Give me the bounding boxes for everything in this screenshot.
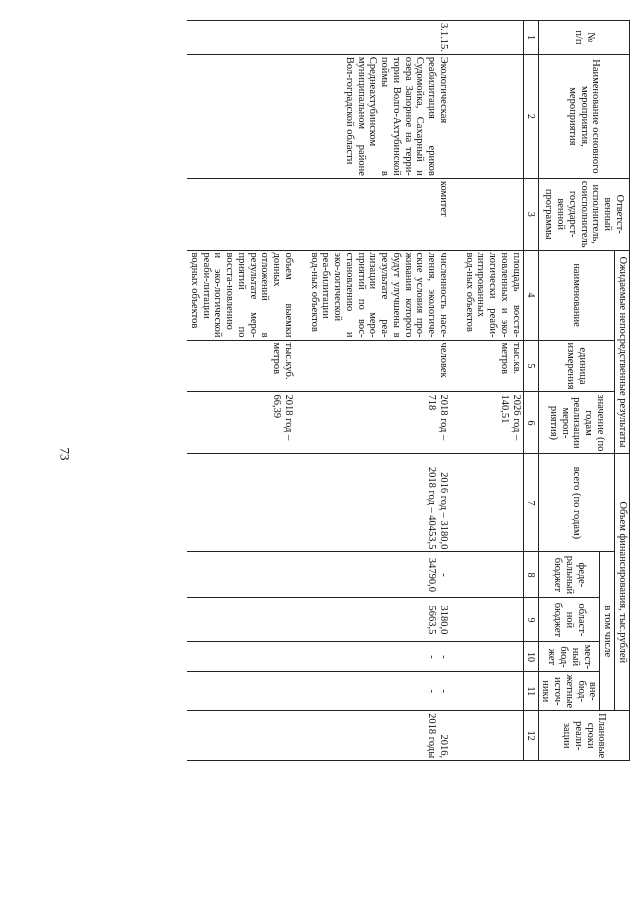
header-local: мест-ный бюд-жет bbox=[538, 642, 600, 672]
result-name-cell: площадь восста-новленных и эко-логически реаби-литированных вод-ных объектов bbox=[462, 250, 523, 340]
header-federal: феде-ральный бюджет bbox=[538, 552, 600, 598]
local-cell: - - bbox=[307, 642, 450, 672]
event-name-cell: Экологическая реабилитация ериков Судомойка, Сахарный и озера Запорное на терри-тории Волго-Ахтубинской поймы в Среднеахтубинском муниципальном районе Вол-гоградской области bbox=[307, 54, 450, 178]
header-unit: единица измерения bbox=[538, 340, 615, 392]
total-cell: 2016 год – 3180,0 2018 год – 40453,5 bbox=[307, 454, 450, 552]
col-num-9: 9 bbox=[523, 598, 538, 642]
result-name-cell: численность насе-ления, экологиче-ские условия про-живания которого будут улучшены в результате реа-лизации меро-приятий по вос-становлению и эко-логической реа-билитации вод-ных объектов bbox=[307, 250, 450, 340]
unit-cell: тыс.куб. метров bbox=[187, 340, 295, 392]
table-row bbox=[307, 21, 450, 761]
page-number: 73 bbox=[57, 447, 73, 461]
col-num-12: 12 bbox=[523, 711, 538, 761]
col-num-3: 3 bbox=[523, 178, 538, 250]
header-expected-results: Ожидаемые непосредственные результаты bbox=[615, 250, 630, 454]
header-financing: Объем финансирования, тыс.рублей bbox=[615, 454, 630, 711]
col-num-2: 2 bbox=[523, 54, 538, 178]
header-total: всего (по годам) bbox=[538, 454, 615, 552]
executor-cell: комитет bbox=[307, 178, 450, 250]
header-result-name: наименование bbox=[538, 250, 615, 340]
federal-cell: - 34790,0 bbox=[307, 552, 450, 598]
result-name-cell: объем выемки донных отложений в результате меро-приятий по восста-новлению и эко-логической реаби-литации водных объектов bbox=[187, 250, 295, 340]
table-row bbox=[187, 21, 295, 761]
planned-cell: 2016, 2018 годы bbox=[307, 711, 450, 761]
header-regional: област-ной бюджет bbox=[538, 598, 600, 642]
col-num-1: 1 bbox=[523, 21, 538, 55]
header-extra: вне-бюд-жетные источ-ники bbox=[538, 672, 600, 711]
col-num-7: 7 bbox=[523, 454, 538, 552]
item-number: 3.1.15. bbox=[307, 21, 450, 55]
extra-cell: - - bbox=[307, 672, 450, 711]
value-cell: 2018 год – 66,39 bbox=[187, 392, 295, 454]
header-value: значение (по годам реализации мероп-риятия) bbox=[538, 392, 615, 454]
header-planned: Плановые сроки реали-зации bbox=[538, 711, 629, 761]
regional-cell: 3180,0 5663,5 bbox=[307, 598, 450, 642]
col-num-4: 4 bbox=[523, 250, 538, 340]
col-num-8: 8 bbox=[523, 552, 538, 598]
table-row bbox=[462, 21, 523, 761]
col-num-6: 6 bbox=[523, 392, 538, 454]
header-executor: Ответст-венный исполнитель, соисполнитель государст-венной программы bbox=[538, 178, 629, 250]
col-num-10: 10 bbox=[523, 642, 538, 672]
value-cell: 2018 год – 718 bbox=[307, 392, 450, 454]
financing-table bbox=[187, 20, 630, 761]
header-num: № п/п bbox=[538, 21, 629, 55]
header-event-name: Наименование основного мероприятия, мероприятия bbox=[538, 54, 629, 178]
header-including: в том числе bbox=[600, 552, 615, 711]
column-number-row bbox=[523, 21, 538, 761]
col-num-5: 5 bbox=[523, 340, 538, 392]
unit-cell: тыс.кв. метров bbox=[462, 340, 523, 392]
unit-cell: человек bbox=[307, 340, 450, 392]
col-num-11: 11 bbox=[523, 672, 538, 711]
value-cell: 2026 год – 140,51 bbox=[462, 392, 523, 454]
